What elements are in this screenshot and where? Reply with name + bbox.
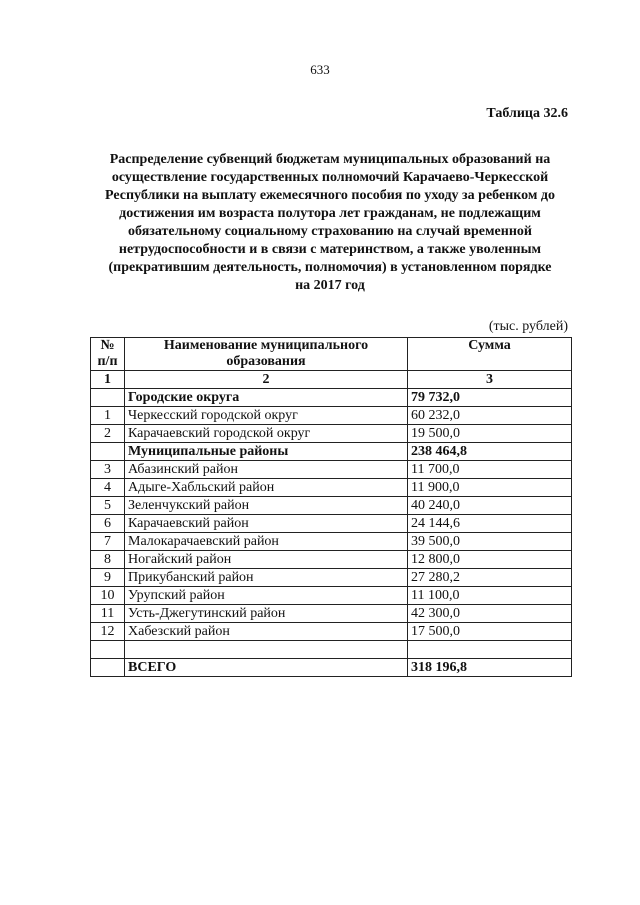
row-sum: 11 900,0: [408, 479, 572, 497]
total-num-cell: [91, 659, 125, 677]
total-row: [91, 659, 572, 677]
row-num: 11: [91, 605, 125, 623]
group-total: 238 464,8: [408, 443, 572, 461]
row-sum: 19 500,0: [408, 425, 572, 443]
row-num: 6: [91, 515, 125, 533]
title-line: Распределение субвенций бюджетам муниципальных образований на: [109, 152, 551, 167]
page-number: 633: [310, 62, 330, 77]
table-row: [91, 533, 572, 551]
row-sum: 40 240,0: [408, 497, 572, 515]
table-body: [91, 371, 572, 677]
row-sum: 12 800,0: [408, 551, 572, 569]
empty-row: [91, 641, 572, 659]
row-name: Карачаевский городской округ: [125, 425, 408, 443]
table-label: Таблица 32.6: [486, 106, 568, 121]
title-line: Республики на выплату ежемесячного пособия по уходу за ребенком до: [104, 188, 556, 203]
table-row: [91, 587, 572, 605]
total-label: ВСЕГО: [125, 659, 408, 677]
group-num-cell: [91, 389, 125, 407]
group-row: [91, 389, 572, 407]
group-num-cell: [91, 443, 125, 461]
empty-cell: [125, 641, 408, 659]
title-line: (прекратившим деятельность, полномочия) в установленном порядке: [108, 260, 552, 275]
row-num: 12: [91, 623, 125, 641]
row-name: Урупский район: [125, 587, 408, 605]
row-num: 5: [91, 497, 125, 515]
table-row: [91, 569, 572, 587]
row-num: 4: [91, 479, 125, 497]
column-number-row: [91, 371, 572, 389]
row-name: Малокарачаевский район: [125, 533, 408, 551]
row-num: 10: [91, 587, 125, 605]
table-header-row: [91, 338, 572, 371]
row-name: Адыге-Хабльский район: [125, 479, 408, 497]
row-sum: 17 500,0: [408, 623, 572, 641]
subvention-table: [90, 337, 572, 677]
header-name: Наименование муниципального образования: [125, 338, 408, 371]
group-name: Муниципальные районы: [125, 443, 408, 461]
row-num: 2: [91, 425, 125, 443]
table-row: [91, 425, 572, 443]
row-name: Прикубанский район: [125, 569, 408, 587]
row-num: 3: [91, 461, 125, 479]
header-sum: Сумма: [408, 338, 572, 371]
column-number: 2: [125, 371, 408, 389]
row-sum: 27 280,2: [408, 569, 572, 587]
row-name: Карачаевский район: [125, 515, 408, 533]
table-row: [91, 479, 572, 497]
header-num: № п/п: [91, 338, 125, 371]
title-line: на 2017 год: [295, 278, 365, 293]
table-row: [91, 515, 572, 533]
table-row: [91, 623, 572, 641]
group-total: 79 732,0: [408, 389, 572, 407]
table-row: [91, 461, 572, 479]
table-row: [91, 497, 572, 515]
row-sum: 60 232,0: [408, 407, 572, 425]
row-name: Абазинский район: [125, 461, 408, 479]
title-line: обязательному социальному страхованию на случай временной: [128, 224, 532, 239]
document-title: [88, 151, 572, 295]
empty-cell: [91, 641, 125, 659]
row-sum: 42 300,0: [408, 605, 572, 623]
table-row: [91, 605, 572, 623]
group-name: Городские округа: [125, 389, 408, 407]
units-label: (тыс. рублей): [488, 319, 568, 334]
row-num: 9: [91, 569, 125, 587]
row-sum: 11 100,0: [408, 587, 572, 605]
row-num: 8: [91, 551, 125, 569]
title-line: осуществление государственных полномочий Карачаево-Черкесской: [111, 170, 549, 185]
table-row: [91, 551, 572, 569]
row-name: Зеленчукский район: [125, 497, 408, 515]
row-name: Хабезский район: [125, 623, 408, 641]
row-sum: 39 500,0: [408, 533, 572, 551]
column-number: 3: [408, 371, 572, 389]
total-sum: 318 196,8: [408, 659, 572, 677]
row-name: Усть-Джегутинский район: [125, 605, 408, 623]
group-row: [91, 443, 572, 461]
row-num: 1: [91, 407, 125, 425]
row-num: 7: [91, 533, 125, 551]
empty-cell: [408, 641, 572, 659]
row-name: Черкесский городской округ: [125, 407, 408, 425]
title-line: нетрудоспособности и в связи с материнством, а также уволенным: [118, 242, 542, 257]
row-name: Ногайский район: [125, 551, 408, 569]
row-sum: 11 700,0: [408, 461, 572, 479]
row-sum: 24 144,6: [408, 515, 572, 533]
column-number: 1: [91, 371, 125, 389]
title-line: достижения им возраста полутора лет гражданам, не подлежащим: [119, 206, 541, 221]
table-row: [91, 407, 572, 425]
